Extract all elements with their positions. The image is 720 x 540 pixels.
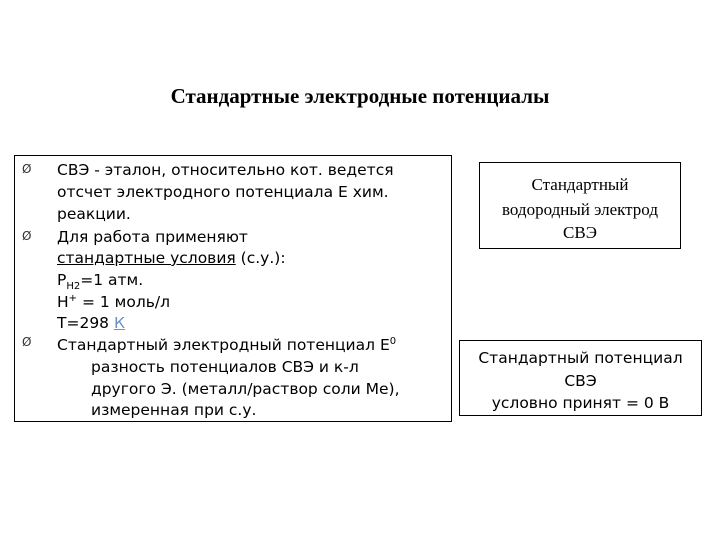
proton-superscript: + (68, 292, 78, 304)
temperature-value: Т=298 (57, 314, 114, 332)
item3-line3: другого Э. (металл/раствор соли Ме), (91, 380, 400, 398)
potential-box-line1: Стандартный потенциал (478, 349, 683, 367)
standard-potential-box (459, 340, 702, 416)
page-title: Стандартные электродные потенциалы (170, 84, 550, 108)
temperature-line (57, 313, 125, 333)
proton-line (57, 292, 170, 312)
she-box (479, 162, 681, 249)
potential-box-line3: условно принят = 0 В (491, 394, 670, 412)
she-box-line3: СВЭ (563, 223, 597, 242)
standard-potential-term: Стандартный электродный потенциал Е (57, 336, 390, 354)
bullet-arrow-icon: Ø (22, 229, 32, 243)
pressure-symbol: Р (57, 271, 67, 289)
potential-box-line2: СВЭ (564, 372, 597, 390)
proton-value: = 1 моль/л (77, 293, 171, 311)
item3-line4: измеренная при с.у. (91, 401, 257, 419)
item1-line2: отсчет электродного потенциала Е хим. (57, 183, 389, 201)
item1-line3: реакции. (57, 205, 131, 223)
pressure-line (57, 270, 144, 293)
pressure-value: =1 атм. (80, 271, 144, 289)
she-box-line2: водородный электрод (502, 200, 658, 219)
pressure-subscript: Н2 (66, 281, 81, 293)
standard-conditions-abbr: (с.у.): (240, 249, 286, 267)
item2-line2 (57, 248, 286, 268)
bullet-arrow-icon: Ø (22, 335, 32, 349)
standard-potential-superscript: 0 (389, 335, 397, 347)
item3-line2: разность потенциалов СВЭ и к-л (91, 358, 359, 376)
kelvin-link[interactable]: К (113, 314, 125, 332)
standard-conditions-term: стандартные условия (57, 249, 236, 267)
item2-line1: Для работа применяют (57, 228, 248, 246)
proton-symbol: Н (57, 293, 69, 311)
item1-line1: СВЭ - эталон, относительно кот. ведется (57, 161, 394, 179)
item3-line1 (57, 335, 396, 355)
she-box-line1: Стандартный (531, 175, 629, 194)
bullet-arrow-icon: Ø (22, 162, 32, 176)
